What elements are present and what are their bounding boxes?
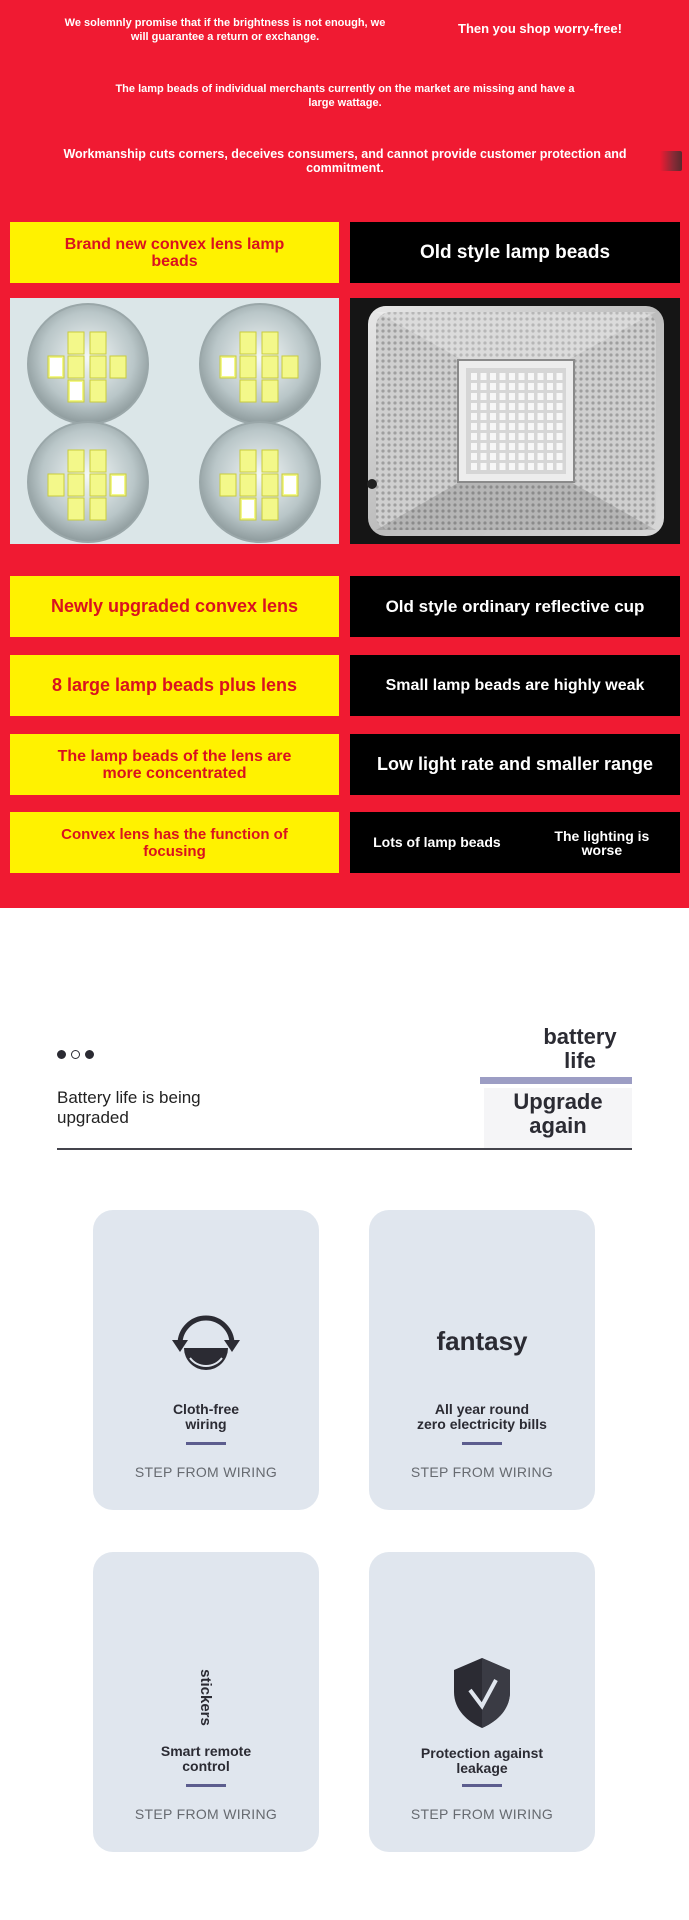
led-chip bbox=[538, 453, 544, 460]
led-chip bbox=[528, 403, 534, 410]
led-chip bbox=[490, 423, 496, 430]
led-chip bbox=[519, 383, 525, 390]
led-chip bbox=[547, 383, 553, 390]
divider bbox=[57, 1148, 632, 1150]
led-chip bbox=[500, 413, 506, 420]
led-chip bbox=[471, 373, 477, 380]
header-new-lamp: Brand new convex lens lamp beads bbox=[10, 222, 339, 283]
led-chip bbox=[490, 393, 496, 400]
led-chip bbox=[509, 463, 515, 470]
led-chip bbox=[528, 443, 534, 450]
led-chip bbox=[547, 413, 553, 420]
led-chip bbox=[481, 393, 487, 400]
led-chip bbox=[538, 433, 544, 440]
led-chip bbox=[538, 393, 544, 400]
led-chip bbox=[500, 383, 506, 390]
scroll-handle[interactable] bbox=[660, 151, 682, 171]
led-chip bbox=[471, 443, 477, 450]
feature-card-electricity bbox=[369, 1210, 595, 1510]
row2-old: Small lamp beads are highly weak bbox=[350, 655, 680, 716]
card-label: All year round zero electricity bills bbox=[417, 1401, 547, 1432]
header-old-lamp: Old style lamp beads bbox=[350, 222, 680, 283]
battery-title: battery life bbox=[543, 1024, 617, 1073]
led-chip bbox=[509, 383, 515, 390]
row1-new: Newly upgraded convex lens bbox=[10, 576, 339, 637]
led-chip bbox=[500, 403, 506, 410]
led-chip bbox=[509, 453, 515, 460]
led-chip bbox=[557, 403, 563, 410]
led-chip bbox=[481, 423, 487, 430]
dot-icon bbox=[57, 1050, 66, 1059]
led-chip bbox=[538, 443, 544, 450]
led-chip bbox=[519, 453, 525, 460]
led-chip bbox=[547, 463, 553, 470]
row4-new: Convex lens has the function of focusing bbox=[10, 812, 339, 873]
stickers-text: stickers bbox=[196, 1668, 214, 1726]
rotate-icon bbox=[166, 1306, 246, 1386]
led-chip bbox=[490, 463, 496, 470]
card-underline bbox=[462, 1784, 502, 1787]
led-chip bbox=[490, 373, 496, 380]
led-chip bbox=[490, 403, 496, 410]
led-chip bbox=[557, 433, 563, 440]
led-chip bbox=[509, 433, 515, 440]
card-underline bbox=[462, 1442, 502, 1445]
led-chip bbox=[509, 403, 515, 410]
feature-card-wiring bbox=[93, 1210, 319, 1510]
led-chip bbox=[481, 403, 487, 410]
led-chip bbox=[547, 443, 553, 450]
led-chip bbox=[528, 453, 534, 460]
row3-old: Low light rate and smaller range bbox=[350, 734, 680, 795]
led-chip bbox=[481, 383, 487, 390]
led-chip bbox=[509, 393, 515, 400]
card-step: STEP FROM WIRING bbox=[410, 1464, 554, 1480]
led-chip bbox=[471, 463, 477, 470]
led-chip bbox=[547, 433, 553, 440]
led-chip bbox=[557, 423, 563, 430]
led-chip bbox=[481, 433, 487, 440]
led-chip bbox=[509, 413, 515, 420]
led-chip bbox=[557, 443, 563, 450]
dot-icon bbox=[85, 1050, 94, 1059]
led-chip bbox=[528, 413, 534, 420]
led-chip bbox=[557, 463, 563, 470]
fantasy-text: fantasy bbox=[436, 1326, 528, 1356]
pager-dots bbox=[57, 1050, 94, 1059]
led-chip bbox=[557, 383, 563, 390]
led-chip bbox=[528, 373, 534, 380]
led-chip bbox=[519, 433, 525, 440]
accent-bar bbox=[480, 1077, 632, 1084]
row1-old: Old style ordinary reflective cup bbox=[350, 576, 680, 637]
led-chip bbox=[519, 463, 525, 470]
row4-old bbox=[350, 812, 680, 873]
led-chip bbox=[538, 413, 544, 420]
led-chip bbox=[538, 373, 544, 380]
row2-new: 8 large lamp beads plus lens bbox=[10, 655, 339, 716]
led-chip bbox=[519, 423, 525, 430]
card-underline bbox=[186, 1784, 226, 1787]
row4-old-a: Lots of lamp beads bbox=[373, 834, 501, 850]
led-chip bbox=[528, 433, 534, 440]
led-chip bbox=[490, 413, 496, 420]
led-chip bbox=[500, 433, 506, 440]
workmanship-warning-text: Workmanship cuts corners, deceives consumers, and cannot provide customer protection and commitment. bbox=[63, 147, 627, 175]
led-chip bbox=[538, 463, 544, 470]
battery-subtitle: Battery life is being upgraded bbox=[57, 1088, 201, 1127]
led-chip bbox=[500, 443, 506, 450]
led-chip bbox=[500, 393, 506, 400]
led-chip bbox=[538, 423, 544, 430]
led-chip bbox=[557, 373, 563, 380]
led-chip bbox=[557, 413, 563, 420]
led-chip bbox=[471, 423, 477, 430]
card-label: Protection against leakage bbox=[420, 1745, 544, 1776]
led-chip bbox=[509, 423, 515, 430]
led-chip bbox=[528, 463, 534, 470]
led-chip bbox=[547, 453, 553, 460]
row4-old-b: The lighting is worse bbox=[554, 827, 650, 858]
led-chip bbox=[490, 453, 496, 460]
comparison-section bbox=[0, 0, 689, 908]
led-chip bbox=[519, 443, 525, 450]
led-chip bbox=[481, 463, 487, 470]
upgrade-heading: Upgrade again bbox=[513, 1089, 603, 1138]
led-chip bbox=[538, 403, 544, 410]
merchant-warning-text: The lamp beads of individual merchants currently on the market are missing and have a large wattage. bbox=[115, 83, 575, 109]
card-underline bbox=[186, 1442, 226, 1445]
led-chip bbox=[500, 373, 506, 380]
led-chip bbox=[519, 373, 525, 380]
feature-card-remote bbox=[93, 1552, 319, 1852]
led-chip bbox=[471, 383, 477, 390]
reflective-cup-photo bbox=[350, 298, 680, 544]
led-chip bbox=[471, 433, 477, 440]
led-chip bbox=[528, 383, 534, 390]
led-chip bbox=[481, 443, 487, 450]
led-chip bbox=[500, 463, 506, 470]
led-chip bbox=[471, 403, 477, 410]
led-chip bbox=[490, 383, 496, 390]
led-chip bbox=[557, 393, 563, 400]
led-chip bbox=[547, 373, 553, 380]
led-chip bbox=[519, 393, 525, 400]
card-label: Cloth-free wiring bbox=[172, 1401, 240, 1432]
led-chip bbox=[557, 453, 563, 460]
row3-new: The lamp beads of the lens are more concentrated bbox=[10, 734, 339, 795]
worry-free-text: Then you shop worry-free! bbox=[458, 21, 622, 36]
led-chip bbox=[500, 423, 506, 430]
led-chip bbox=[481, 413, 487, 420]
card-step: STEP FROM WIRING bbox=[134, 1464, 278, 1480]
dot-icon bbox=[71, 1050, 80, 1059]
card-label: Smart remote control bbox=[160, 1743, 252, 1774]
led-chip bbox=[500, 453, 506, 460]
led-chip bbox=[481, 453, 487, 460]
led-chip bbox=[538, 383, 544, 390]
led-chip bbox=[490, 433, 496, 440]
led-chip bbox=[481, 373, 487, 380]
led-chip bbox=[519, 403, 525, 410]
led-chip bbox=[490, 443, 496, 450]
led-chip bbox=[509, 373, 515, 380]
promise-return-text: We solemnly promise that if the brightness is not enough, we will guarantee a return or exchange. bbox=[64, 17, 386, 43]
led-chip bbox=[471, 453, 477, 460]
led-chip bbox=[528, 423, 534, 430]
led-chip bbox=[509, 443, 515, 450]
led-chip bbox=[547, 403, 553, 410]
convex-lens-photo bbox=[10, 298, 339, 544]
led-chip bbox=[547, 393, 553, 400]
led-chip bbox=[528, 393, 534, 400]
led-chip bbox=[471, 413, 477, 420]
led-chip bbox=[471, 393, 477, 400]
led-chip bbox=[547, 423, 553, 430]
shield-check-icon bbox=[442, 1652, 522, 1732]
card-step: STEP FROM WIRING bbox=[410, 1806, 554, 1822]
feature-card-leakage bbox=[369, 1552, 595, 1852]
led-chip bbox=[519, 413, 525, 420]
card-step: STEP FROM WIRING bbox=[134, 1806, 278, 1822]
